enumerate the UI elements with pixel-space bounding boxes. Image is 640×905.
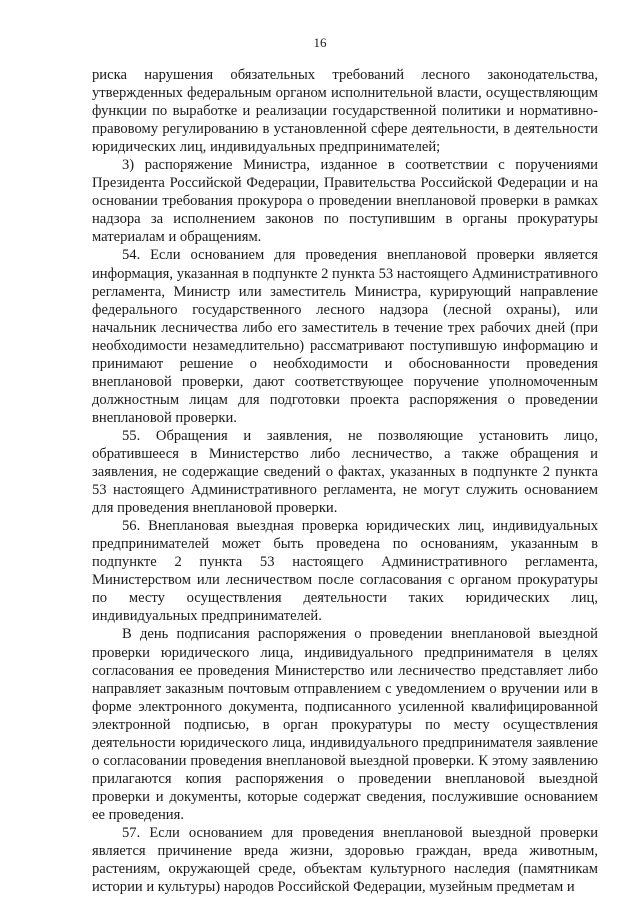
paragraph: 55. Обращения и заявления, не позволяющие установить лицо, обратившееся в Министерство либо лесничество, а также обращения и заявления, не содержащие сведений о фактах, указанных в подпункте 2 пункта 53 настоящего Административного регламента, не могут служить основанием для проведения внеплановой проверки. [92, 427, 598, 517]
document-body [92, 66, 598, 896]
paragraph: 57. Если основанием для проведения внеплановой выездной проверки является причинение вреда жизни, здоровью граждан, вреда животным, растениям, окружающей среде, объектам культурного наследия (памятникам истории и культуры) народов Российской Федерации, музейным предметам и [92, 824, 598, 896]
paragraph: В день подписания распоряжения о проведении внеплановой выездной проверки юридического лица, индивидуального предпринимателя в целях согласования ее проведения Министерство или лесничество представляет либо направляет заказным почтовым отправлением с уведомлением о вручении или в форме электронного документа, подписанного усиленной квалифицированной электронной подписью, в орган прокуратуры по месту осуществления деятельности юридического лица, индивидуального предпринимателя заявление о согласовании проведения внеплановой выездной проверки. К этому заявлению прилагаются копия распоряжения о проведении внеплановой выездной проверки и документы, которые содержат сведения, послужившие основанием ее проведения. [92, 626, 598, 823]
paragraph: 54. Если основанием для проведения внеплановой проверки является информация, указанная в подпункте 2 пункта 53 настоящего Административного регламента, Министр или заместитель Министра, курирующий направление федерального государственного лесного надзора (лесной охраны), или начальник лесничества либо его заместитель в течение трех рабочих дней (при необходимости незамедлительно) рассматривают поступившую информацию и принимают решение о необходимости и обоснованности проведения внеплановой проверки, дают соответствующее поручение уполномоченным должностным лицам для подготовки проекта распоряжения о проведении внеплановой проверки. [92, 247, 598, 426]
paragraph: 56. Внеплановая выездная проверка юридических лиц, индивидуальных предпринимателей может быть проведена по основаниям, указанным в подпункте 2 пункта 53 настоящего Административного регламента, Министерством или лесничеством после согласования с органом прокуратуры по месту осуществления деятельности таких юридических лиц, индивидуальных предпринимателей. [92, 518, 598, 625]
paragraph: риска нарушения обязательных требований лесного законодательства, утвержденных федеральным органом исполнительной власти, осуществляющим функции по выработке и реализации государственной политики и нормативно-правовому регулированию в установленной сфере деятельности, в деятельности юридических лиц, индивидуальных предпринимателей; [92, 67, 598, 156]
paragraph: 3) распоряжение Министра, изданное в соответствии с поручениями Президента Российской Федерации, Правительства Российской Федерации и на основании требования прокурора о проведении внеплановой проверки в рамках надзора за исполнением законов по поступившим в органы прокуратуры материалам и обращениям. [92, 157, 598, 246]
page-number: 16 [313, 35, 327, 50]
